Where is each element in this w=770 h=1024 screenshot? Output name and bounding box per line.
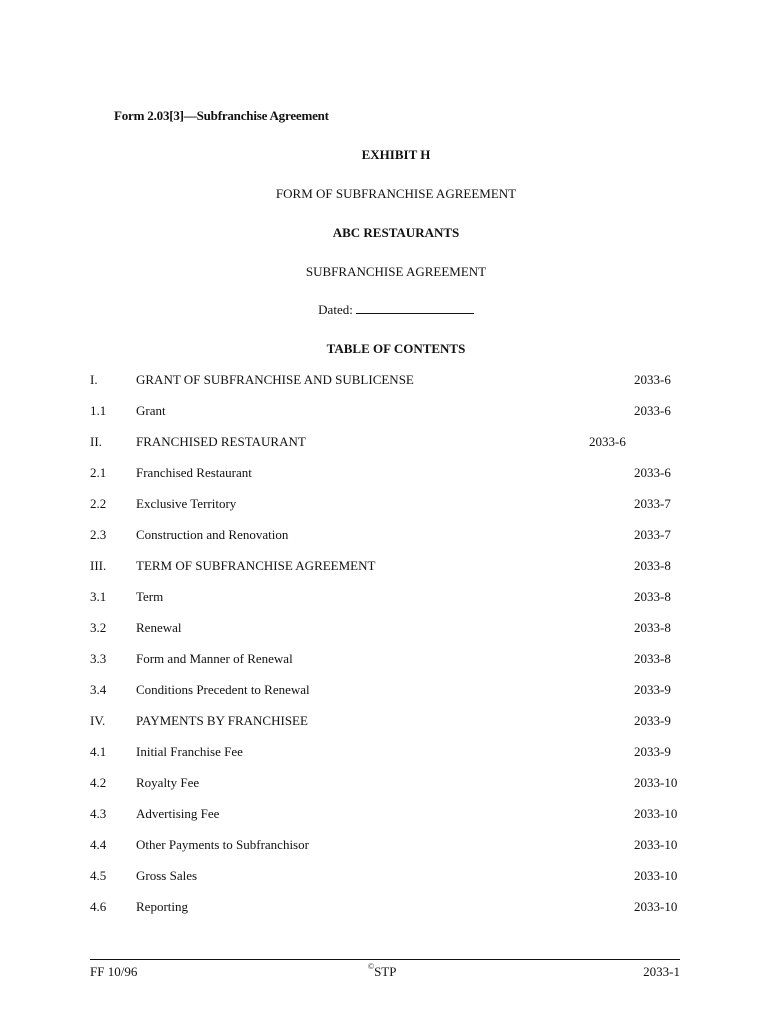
- dated-label: Dated:: [318, 302, 353, 317]
- toc-row: [90, 868, 690, 886]
- footer-form-code: FF 10/96: [90, 964, 138, 979]
- toc-page: 2033-6: [634, 403, 671, 418]
- toc-page: 2033-10: [634, 837, 678, 852]
- toc-number: 2.3: [90, 527, 107, 542]
- copyright-symbol: ©: [368, 962, 375, 971]
- toc-entry-title: Construction and Renovation: [136, 527, 289, 542]
- footer-page-number: 2033-1: [643, 964, 680, 979]
- toc-number: IV.: [90, 713, 106, 728]
- toc-heading: TABLE OF CONTENTS: [326, 341, 466, 356]
- dated-line: [0, 302, 770, 318]
- toc-row: [90, 837, 690, 855]
- toc-row: [90, 403, 690, 421]
- form-of-heading: FORM OF SUBFRANCHISE AGREEMENT: [275, 186, 517, 201]
- toc-number: 1.1: [90, 403, 107, 418]
- form-title: Form 2.03[3]—Subfranchise Agreement: [114, 108, 329, 123]
- toc-entry-title: Form and Manner of Renewal: [136, 651, 293, 666]
- toc-page: 2033-8: [634, 558, 671, 573]
- toc-page: 2033-8: [634, 651, 671, 666]
- toc-number: 4.5: [90, 868, 107, 883]
- toc-number: I.: [90, 372, 98, 387]
- toc-number: 3.2: [90, 620, 107, 635]
- toc-row: [90, 744, 690, 762]
- toc-row: [90, 496, 690, 514]
- footer-copyright: [368, 964, 396, 980]
- toc-entry-title: Other Payments to Subfranchisor: [136, 837, 309, 852]
- toc-page: 2033-10: [634, 899, 678, 914]
- toc-page: 2033-6: [634, 465, 671, 480]
- toc-number: 2.1: [90, 465, 107, 480]
- toc-entry-title: GRANT OF SUBFRANCHISE AND SUBLICENSE: [136, 372, 414, 387]
- exhibit-heading: EXHIBIT H: [361, 147, 431, 162]
- toc-number: 3.4: [90, 682, 107, 697]
- toc-page: 2033-9: [634, 682, 671, 697]
- toc-entry-title: Initial Franchise Fee: [136, 744, 243, 759]
- toc-page: 2033-8: [634, 620, 671, 635]
- toc-number: 4.1: [90, 744, 107, 759]
- toc-row: [90, 558, 690, 576]
- toc-number: 4.6: [90, 899, 107, 914]
- toc-entry-title: Gross Sales: [136, 868, 198, 883]
- toc-entry-title: Conditions Precedent to Renewal: [136, 682, 310, 697]
- toc-row: [90, 682, 690, 700]
- toc-page: 2033-6: [634, 372, 671, 387]
- toc-number: III.: [90, 558, 107, 573]
- toc-entry-title: Royalty Fee: [136, 775, 200, 790]
- toc-entry-title: Term: [136, 589, 164, 604]
- toc-page: 2033-7: [634, 496, 671, 511]
- toc-number: 4.3: [90, 806, 107, 821]
- toc-number: 4.4: [90, 837, 107, 852]
- toc-entry-title: Renewal: [136, 620, 182, 635]
- toc-row: [90, 589, 690, 607]
- toc-number: 4.2: [90, 775, 107, 790]
- toc-row: [90, 434, 690, 452]
- toc-row: [90, 620, 690, 638]
- toc-number: 3.3: [90, 651, 107, 666]
- toc-page: 2033-10: [634, 868, 678, 883]
- toc-row: [90, 899, 690, 917]
- toc-entry-title: Grant: [136, 403, 166, 418]
- toc-entry-title: Exclusive Territory: [136, 496, 237, 511]
- toc-entry-title: TERM OF SUBFRANCHISE AGREEMENT: [136, 558, 376, 573]
- toc-page: 2033-10: [634, 775, 678, 790]
- toc-page: 2033-8: [634, 589, 671, 604]
- toc-entry-title: Reporting: [136, 899, 188, 914]
- toc-page: 2033-9: [634, 744, 671, 759]
- toc-page: 2033-6: [589, 434, 626, 449]
- toc-page: 2033-10: [634, 806, 678, 821]
- toc-page: 2033-7: [634, 527, 671, 542]
- company-heading: ABC RESTAURANTS: [332, 225, 460, 240]
- toc-row: [90, 527, 690, 545]
- toc-page: 2033-9: [634, 713, 671, 728]
- toc-entry-title: Franchised Restaurant: [136, 465, 252, 480]
- footer-divider: [90, 959, 680, 960]
- toc-entry-title: FRANCHISED RESTAURANT: [136, 434, 306, 449]
- toc-entry-title: PAYMENTS BY FRANCHISEE: [136, 713, 308, 728]
- toc-entry-title: Advertising Fee: [136, 806, 220, 821]
- toc-number: 3.1: [90, 589, 107, 604]
- agreement-heading: SUBFRANCHISE AGREEMENT: [305, 264, 487, 279]
- toc-number: 2.2: [90, 496, 107, 511]
- toc-number: II.: [90, 434, 102, 449]
- toc-row: [90, 713, 690, 731]
- toc-row: [90, 806, 690, 824]
- footer-publisher: STP: [374, 964, 397, 979]
- toc-row: [90, 372, 690, 390]
- toc-row: [90, 651, 690, 669]
- toc-row: [90, 775, 690, 793]
- toc-row: [90, 465, 690, 483]
- dated-blank: [356, 302, 474, 314]
